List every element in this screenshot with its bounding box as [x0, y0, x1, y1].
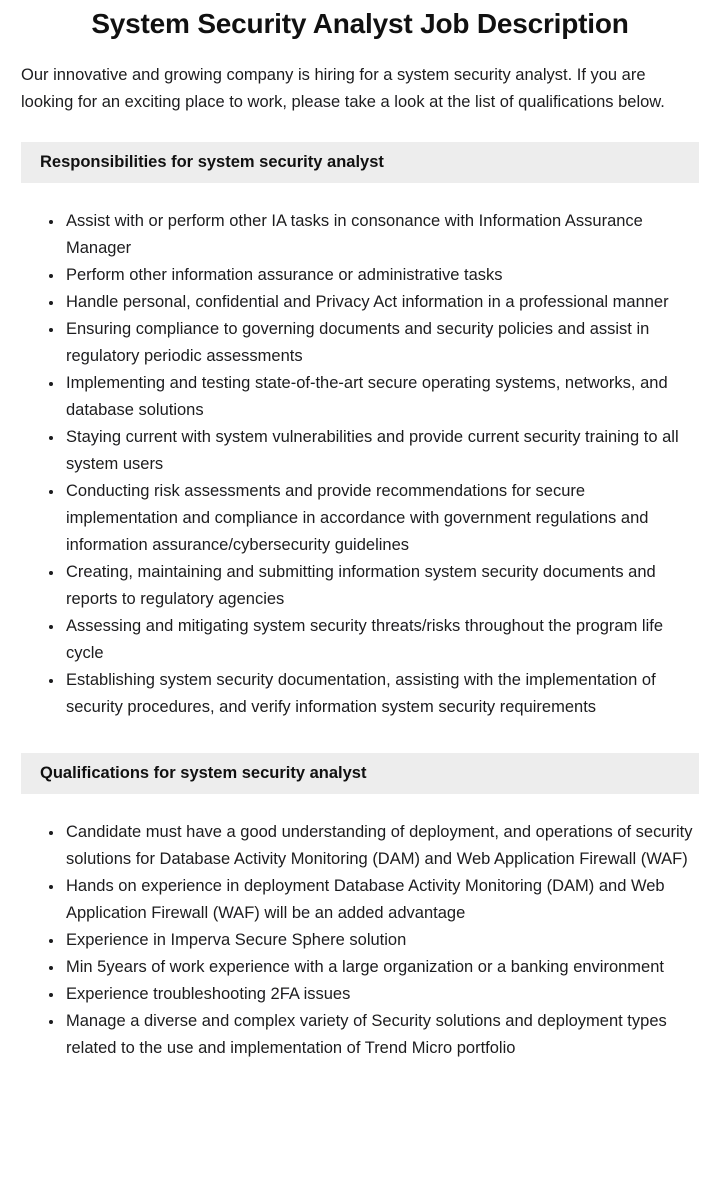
qualifications-section	[21, 753, 699, 1062]
list-item: • Perform other information assurance or administrative tasks	[64, 262, 699, 289]
list-item: • Min 5years of work experience with a large organization or a banking environment	[64, 954, 699, 981]
qualifications-list	[21, 819, 699, 1062]
responsibilities-section-heading-text: Responsibilities for system security analyst	[40, 153, 384, 171]
list-item: • Handle personal, confidential and Privacy Act information in a professional manner	[64, 289, 699, 316]
list-item: • Experience in Imperva Secure Sphere solution	[64, 927, 699, 954]
responsibilities-list	[21, 208, 699, 721]
qualifications-section-header	[21, 753, 699, 794]
list-item: • Candidate must have a good understanding of deployment, and operations of security solutions for Database Activity Monitoring (DAM) and Web Application Firewall (WAF)	[64, 819, 699, 873]
job-description-document	[0, 6, 720, 1062]
qualifications-section-heading-text: Qualifications for system security analyst	[40, 764, 367, 782]
list-item: • Implementing and testing state-of-the-art secure operating systems, networks, and database solutions	[64, 370, 699, 424]
list-item: • Manage a diverse and complex variety of Security solutions and deployment types related to the use and implementation of Trend Micro portfolio	[64, 1008, 699, 1062]
list-item: • Hands on experience in deployment Database Activity Monitoring (DAM) and Web Application Firewall (WAF) will be an added advantage	[64, 873, 699, 927]
list-item: • Assist with or perform other IA tasks in consonance with Information Assurance Manager	[64, 208, 699, 262]
page-title: System Security Analyst Job Description	[91, 8, 629, 39]
list-item: • Experience troubleshooting 2FA issues	[64, 981, 699, 1008]
list-item: • Ensuring compliance to governing documents and security policies and assist in regulatory periodic assessments	[64, 316, 699, 370]
list-item: • Assessing and mitigating system security threats/risks throughout the program life cycle	[64, 613, 699, 667]
intro-paragraph: Our innovative and growing company is hiring for a system security analyst. If you are looking for an exciting place to work, please take a look at the list of qualifications below.	[21, 66, 665, 111]
list-item: • Creating, maintaining and submitting information system security documents and reports to regulatory agencies	[64, 559, 699, 613]
responsibilities-section-header	[21, 142, 699, 183]
list-item: • Staying current with system vulnerabilities and provide current security training to all system users	[64, 424, 699, 478]
list-item: • Establishing system security documentation, assisting with the implementation of security procedures, and verify information system security requirements	[64, 667, 699, 721]
responsibilities-section	[21, 142, 699, 721]
list-item: • Conducting risk assessments and provide recommendations for secure implementation and compliance in accordance with government regulations and information assurance/cybersecurity guidelines	[64, 478, 699, 559]
